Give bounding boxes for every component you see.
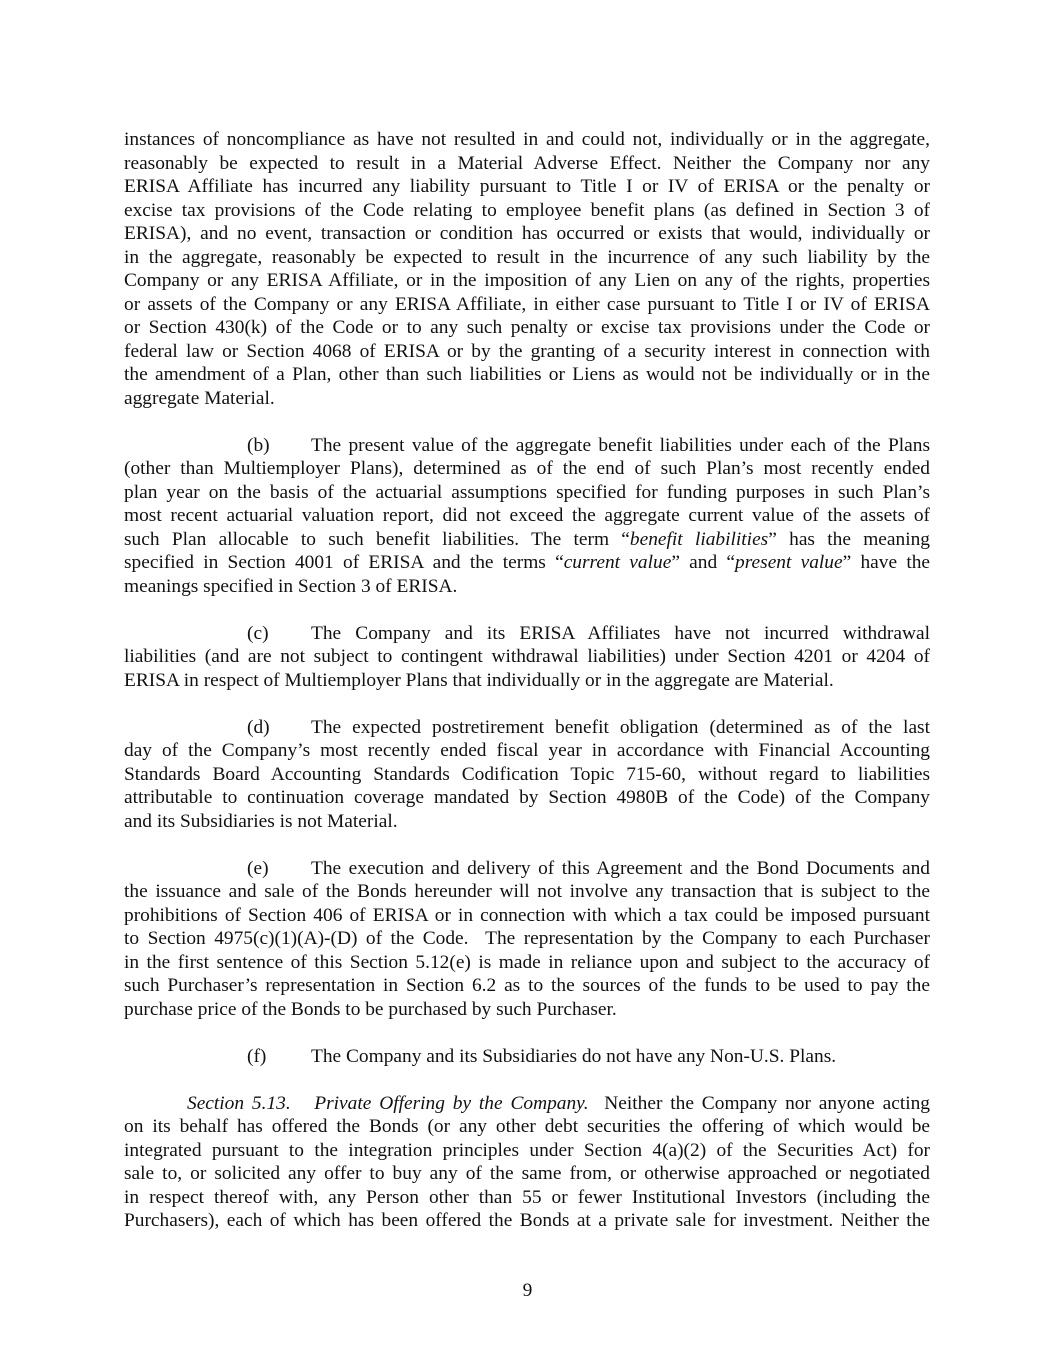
text-segment: (other than Multiemployer Plans), determined as of the end of such Plan’s most recently ended — [124, 458, 930, 479]
text-line — [124, 974, 930, 998]
item-marker: (f) — [247, 1045, 267, 1067]
list-item-paragraph — [124, 434, 930, 599]
text-line — [124, 927, 930, 951]
page-number: 9 — [522, 1280, 533, 1301]
text-segment: reasonably be expected to result in a Material Adverse Effect. Neither the Company nor any — [124, 152, 930, 174]
text-segment: ” and “ — [671, 552, 736, 573]
text-line — [124, 951, 930, 975]
text-segment: purchase price of the Bonds to be purchased by such Purchaser. — [124, 998, 617, 1020]
text-line — [124, 622, 930, 646]
italic-text: benefit liabilities — [629, 528, 769, 550]
italic-text: present value — [735, 552, 843, 573]
italic-text: current value — [563, 552, 672, 573]
line-text — [311, 857, 930, 881]
text-line — [124, 857, 930, 881]
text-line — [124, 1209, 930, 1233]
text-segment: attributable to continuation coverage mandated by Section 4980B of the Code) of the Company — [124, 787, 930, 808]
text-line — [124, 716, 930, 740]
text-line — [124, 551, 930, 575]
text-line — [124, 1139, 930, 1163]
italic-text: Section 5.13. Private Offering by the Company. — [187, 1092, 589, 1114]
text-segment: meanings specified in Section 3 of ERISA. — [124, 575, 458, 597]
item-marker: (e) — [247, 857, 269, 879]
text-segment: in respect thereof with, any Person other than 55 or fewer Institutional Investors (including the — [124, 1186, 930, 1208]
text-segment: the issuance and sale of the Bonds hereunder will not involve any transaction that is subject to the — [124, 881, 930, 902]
text-line — [124, 763, 930, 787]
text-line — [124, 128, 930, 152]
text-line — [124, 1115, 930, 1139]
text-segment: on its behalf has offered the Bonds (or any other debt securities the offering of which would be — [124, 1116, 930, 1137]
text-line — [124, 340, 930, 364]
item-marker: (d) — [247, 716, 270, 738]
text-line — [124, 269, 930, 293]
text-line — [124, 457, 930, 481]
text-line — [124, 504, 930, 528]
text-line — [124, 1092, 930, 1116]
text-segment: instances of noncompliance as have not resulted in and could not, individually or in the aggregate, — [124, 129, 930, 150]
text-line — [124, 1162, 930, 1186]
text-segment: The Company and its Subsidiaries do not have any Non-U.S. Plans. — [311, 1045, 837, 1067]
text-segment: ” has the meaning — [768, 528, 930, 550]
text-line — [124, 316, 930, 340]
text-line — [124, 904, 930, 928]
text-line — [124, 246, 930, 270]
text-line — [124, 528, 930, 552]
text-segment: excise tax provisions of the Code relating to employee benefit plans (as defined in Section 3 of — [124, 199, 930, 221]
paragraph — [124, 128, 930, 410]
text-segment: most recent actuarial valuation report, did not exceed the aggregate current value of the assets of — [124, 505, 930, 526]
text-segment: specified in Section 4001 of ERISA and the terms “ — [124, 552, 564, 573]
text-segment: Purchasers), each of which has been offered the Bonds at a private sale for investment. Neither the — [124, 1210, 930, 1231]
text-line — [124, 786, 930, 810]
text-segment: or Section 430(k) of the Code or to any such penalty or excise tax provisions under the Code or — [124, 317, 930, 338]
text-segment: such Plan allocable to such benefit liabilities. The term “ — [124, 528, 630, 550]
text-segment: Neither the Company nor anyone acting — [588, 1092, 930, 1114]
text-segment: to Section 4975(c)(1)(A)-(D) of the Code. The representation by the Company to each Purchaser — [124, 928, 930, 949]
text-line — [124, 998, 930, 1022]
text-segment: ” have the — [842, 552, 931, 573]
text-line — [124, 739, 930, 763]
text-line — [124, 669, 930, 693]
text-segment: ERISA Affiliate has incurred any liability pursuant to Title I or IV of ERISA or the penalty or — [124, 176, 930, 197]
text-line — [124, 222, 930, 246]
line-text — [311, 716, 930, 740]
text-segment: Standards Board Accounting Standards Codification Topic 715-60, without regard to liabilities — [124, 763, 930, 785]
text-segment: The present value of the aggregate benefit liabilities under each of the Plans — [311, 434, 930, 456]
text-segment: or assets of the Company or any ERISA Affiliate, in either case pursuant to Title I or IV of ERISA — [124, 293, 930, 315]
line-text — [311, 1045, 930, 1069]
section-paragraph — [124, 1092, 930, 1233]
list-item-paragraph — [124, 716, 930, 834]
text-segment: the amendment of a Plan, other than such liabilities or Liens as would not be individually or in the — [124, 364, 930, 385]
text-segment: The expected postretirement benefit obligation (determined as of the last — [311, 716, 930, 738]
text-segment: day of the Company’s most recently ended fiscal year in accordance with Financial Accounting — [124, 740, 930, 761]
list-item-paragraph — [124, 622, 930, 693]
text-line — [124, 810, 930, 834]
text-segment: ERISA in respect of Multiemployer Plans that individually or in the aggregate are Material. — [124, 669, 834, 691]
text-line — [124, 387, 930, 411]
text-line — [124, 880, 930, 904]
text-line — [124, 199, 930, 223]
text-line — [124, 1045, 930, 1069]
text-segment: integrated pursuant to the integration principles under Section 4(a)(2) of the Securities Act) for — [124, 1139, 930, 1161]
text-segment: such Purchaser’s representation in Section 6.2 as to the sources of the funds to be used to pay the — [124, 975, 930, 996]
list-item-paragraph — [124, 857, 930, 1022]
item-marker: (b) — [247, 434, 270, 456]
text-segment: The Company and its ERISA Affiliates have not incurred withdrawal — [311, 622, 930, 644]
text-segment: The execution and delivery of this Agreement and the Bond Documents and — [311, 857, 930, 879]
text-segment: sale to, or solicited any offer to buy any of the same from, or otherwise approached or negotiated — [124, 1163, 930, 1184]
text-segment: in the first sentence of this Section 5.12(e) is made in reliance upon and subject to the accuracy of — [124, 951, 930, 973]
text-line — [124, 481, 930, 505]
text-segment: plan year on the basis of the actuarial assumptions specified for funding purposes in such Plan’s — [124, 481, 930, 503]
text-line — [124, 363, 930, 387]
line-text — [311, 434, 930, 458]
text-segment: federal law or Section 4068 of ERISA or by the granting of a security interest in connection with — [124, 340, 930, 362]
text-segment: Company or any ERISA Affiliate, or in the imposition of any Lien on any of the rights, properties — [124, 270, 930, 291]
text-segment: and its Subsidiaries is not Material. — [124, 810, 398, 832]
line-text — [311, 622, 930, 646]
text-segment: prohibitions of Section 406 of ERISA or in connection with which a tax could be imposed pursuant — [124, 904, 930, 926]
text-segment: aggregate Material. — [124, 387, 275, 409]
text-line — [124, 152, 930, 176]
item-marker: (c) — [247, 622, 269, 644]
text-line — [124, 293, 930, 317]
text-line — [124, 175, 930, 199]
text-line — [124, 1186, 930, 1210]
text-line — [124, 575, 930, 599]
text-line — [124, 434, 930, 458]
text-segment: ERISA), and no event, transaction or condition has occurred or exists that would, individually or — [124, 223, 930, 244]
document-body — [124, 128, 930, 1256]
text-segment: in the aggregate, reasonably be expected to result in the incurrence of any such liability by the — [124, 246, 930, 268]
text-segment: liabilities (and are not subject to contingent withdrawal liabilities) under Section 4201 or 4204 of — [124, 646, 930, 667]
text-line — [124, 645, 930, 669]
list-item-paragraph — [124, 1045, 930, 1069]
